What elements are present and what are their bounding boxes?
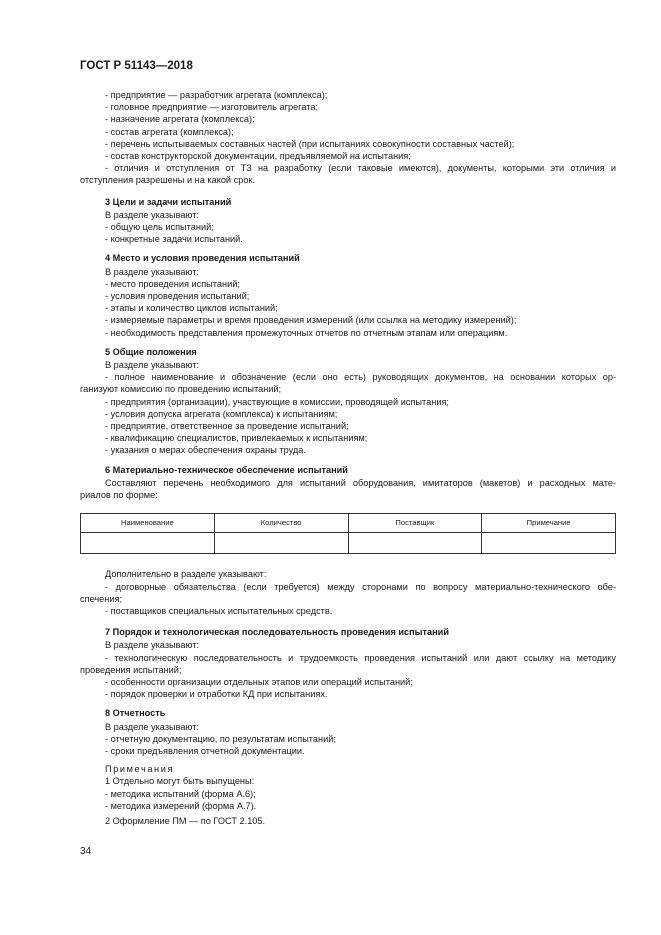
section-heading: 8 Отчетность bbox=[105, 708, 166, 719]
note-item: 1 Отдельно могут быть выпущены: bbox=[105, 776, 255, 787]
section-heading: 6 Материально-техническое обеспечение испытаний bbox=[105, 464, 348, 475]
section-intro: В разделе указывают: bbox=[105, 360, 199, 371]
list-item: - указания о мерах обеспечения охраны труда. bbox=[105, 445, 306, 456]
list-item: - методика испытаний (форма А.6); bbox=[105, 788, 256, 799]
table-cell bbox=[214, 533, 348, 554]
note-item: 2 Оформление ПМ — по ГОСТ 2.105. bbox=[105, 815, 266, 826]
list-item: - поставщиков специальных испытательных средств. bbox=[105, 605, 333, 616]
document-body bbox=[80, 89, 616, 827]
list-item: - этапы и количество циклов испытаний; bbox=[105, 303, 278, 314]
list-item: - договорные обязательства (если требуется) между сторонами по вопросу материально-технического обе- bbox=[105, 581, 616, 592]
section-intro: В разделе указывают: bbox=[105, 209, 199, 220]
list-item: - порядок проверки и отработки КД при испытаниях. bbox=[105, 689, 328, 700]
list-item-continuation: отступления разрешены и на какой срок. bbox=[80, 175, 256, 186]
section-intro: В разделе указывают: bbox=[105, 640, 199, 651]
list-item: - технологическую последовательность и трудоемкость проведения испытаний или дают ссылку на методику bbox=[105, 652, 616, 663]
list-item: - необходимость представления промежуточных отчетов по отчетным этапам или операциям. bbox=[105, 327, 508, 338]
section-intro-continuation: риалов по форме: bbox=[80, 490, 158, 501]
section-intro: В разделе указывают: bbox=[105, 721, 199, 732]
table-header-cell: Поставщик bbox=[348, 514, 482, 533]
section-intro: Составляют перечень необходимого для испытаний оборудования, имитаторов (макетов) и расходных мате- bbox=[105, 477, 616, 488]
list-item: - перечень испытываемых составных частей (при испытаниях совокупности составных частей); bbox=[105, 138, 515, 149]
table-header-cell: Примечание bbox=[482, 514, 616, 533]
table-cell bbox=[482, 533, 616, 554]
list-item: - особенности организации отдельных этапов или операций испытаний; bbox=[105, 676, 413, 687]
list-item: - состав конструкторской документации, предъявляемой на испытания; bbox=[105, 151, 411, 162]
materials-table bbox=[80, 513, 616, 554]
list-item: - предприятие — разработчик агрегата (комплекса); bbox=[105, 90, 328, 100]
table-cell bbox=[348, 533, 482, 554]
list-item: - методика измерений (форма А.7). bbox=[105, 800, 257, 811]
section-heading: 5 Общие положения bbox=[105, 346, 197, 357]
list-item: - общую цель испытаний; bbox=[105, 222, 214, 233]
section-heading: 3 Цели и задачи испытаний bbox=[105, 196, 232, 207]
notes-title: Примечания bbox=[105, 764, 175, 775]
list-item: - квалификацию специалистов, привлекаемых к испытаниям; bbox=[105, 433, 368, 444]
section-heading: 7 Порядок и технологическая последовательность проведения испытаний bbox=[105, 627, 449, 638]
list-item-continuation: спечения; bbox=[80, 593, 123, 604]
list-item: - условия допуска агрегата (комплекса) к испытаниям; bbox=[105, 408, 338, 419]
section-intro: Дополнительно в разделе указывают: bbox=[105, 569, 267, 580]
table-cell bbox=[81, 533, 215, 554]
list-item: - измеряемые параметры и время проведения измерений (или ссылка на методику измерений); bbox=[105, 315, 517, 326]
list-item: - отличия и отступления от ТЗ на разработку (если таковые имеются), документы, которыми эти отличия и bbox=[105, 163, 616, 174]
list-item-continuation: проведения испытаний; bbox=[80, 664, 182, 675]
list-item: - условия проведения испытаний; bbox=[105, 291, 250, 302]
list-item: - отчетную документацию, по результатам испытаний; bbox=[105, 733, 336, 744]
list-item: - сроки предъявления отчетной документации. bbox=[105, 745, 305, 756]
table-header-cell: Наименование bbox=[81, 514, 215, 533]
list-item: - предприятия (организации), участвующие в комиссии, проводящей испытания; bbox=[105, 396, 449, 407]
list-item-continuation: ганизуют комиссию по проведению испытаний; bbox=[80, 384, 282, 395]
page-number: 34 bbox=[80, 846, 92, 857]
section-heading: 4 Место и условия проведения испытаний bbox=[105, 253, 300, 264]
list-item: - предприятие, ответственное за проведение испытаний; bbox=[105, 421, 349, 432]
document-header: ГОСТ Р 51143—2018 bbox=[80, 60, 193, 72]
list-item: - место проведения испытаний; bbox=[105, 278, 240, 289]
table-row bbox=[81, 533, 616, 554]
section-intro: В разделе указывают: bbox=[105, 266, 199, 277]
list-item: - состав агрегата (комплекса); bbox=[105, 126, 234, 137]
list-item: - назначение агрегата (комплекса); bbox=[105, 114, 255, 125]
list-item: - конкретные задачи испытаний. bbox=[105, 234, 243, 245]
list-item: - полное наименование и обозначение (если оно есть) руководящих документов, на основании которых ор- bbox=[105, 372, 616, 383]
table-header-row bbox=[81, 514, 616, 533]
list-item: - головное предприятие — изготовитель агрегата; bbox=[105, 102, 318, 113]
table-header-cell: Количество bbox=[214, 514, 348, 533]
